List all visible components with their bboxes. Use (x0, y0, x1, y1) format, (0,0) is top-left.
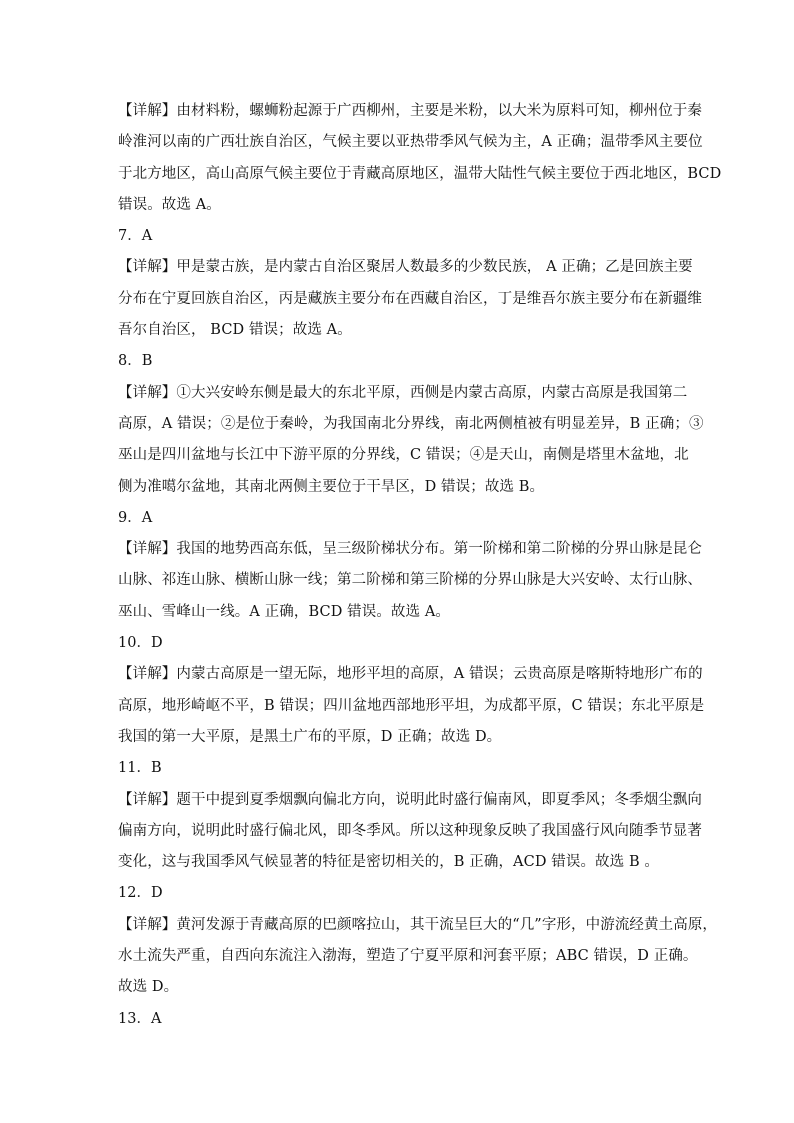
explanation-line: 高原，地形崎岖不平，B 错误；四川盆地西部地形平坦，为成都平原，C 错误；东北平原是 (118, 697, 705, 714)
explanation-paragraph (118, 659, 705, 753)
explanation-line: 错误。故选 A。 (118, 196, 221, 213)
explanation-line: 我国的第一大平原，是黑土广布的平原，D 正确；故选 D。 (118, 728, 502, 745)
answer-key: 10．D (118, 635, 163, 652)
explanation-line: 【详解】①大兴安岭东侧是最大的东北平原，西侧是内蒙古高原，内蒙古高原是我国第二 (118, 384, 688, 401)
explanation-line: 【详解】黄河发源于青藏高原的巴颜喀拉山，其干流呈巨大的“几”字形，中游流经黄土高原， (118, 916, 718, 933)
answer-document (118, 96, 722, 1035)
explanation-line: 侧为准噶尔盆地，其南北两侧主要位于干旱区，D 错误；故选 B。 (118, 478, 545, 495)
explanation-line: 岭淮河以南的广西壮族自治区，气候主要以亚热带季风气候为主，A 正确；温带季风主要位 (118, 134, 703, 151)
explanation-line: 【详解】由材料粉，螺蛳粉起源于广西柳州，主要是米粉，以大米为原料可知，柳州位于秦 (118, 103, 702, 119)
explanation-line: 于北方地区，高山高原气候主要位于青藏高原地区，温带大陆性气候主要位于西北地区，BCD (118, 165, 722, 182)
explanation-line: 【详解】甲是蒙古族，是内蒙古自治区聚居人数最多的少数民族， A 正确；乙是回族主要 (118, 259, 693, 276)
explanation-line: 巫山是四川盆地与长江中下游平原的分界线，C 错误；④是天山，南侧是塔里木盆地，北 (118, 447, 689, 464)
explanation-line: 分布在宁夏回族自治区，丙是藏族主要分布在西藏自治区，丁是维吾尔族主要分布在新疆维 (118, 290, 702, 307)
answer-key: 8．B (118, 353, 153, 370)
explanation-paragraph (118, 534, 702, 628)
explanation-line: 【详解】我国的地势西高东低，呈三级阶梯状分布。第一阶梯和第二阶梯的分界山脉是昆仑 (118, 541, 702, 558)
explanation-paragraph (118, 252, 702, 346)
explanation-line: 故选 D。 (118, 979, 179, 996)
explanation-line: 山脉、祁连山脉、横断山脉一线；第二阶梯和第三阶梯的分界山脉是大兴安岭、太行山脉、 (118, 572, 702, 589)
explanation-paragraph (118, 378, 704, 503)
explanation-line: 变化，这与我国季风气候显著的特征是密切相关的，B 正确，ACD 错误。故选 B 。 (118, 854, 660, 871)
explanation-line: 高原，A 错误；②是位于秦岭，为我国南北分界线，南北两侧植被有明显差异，B 正确；③ (118, 415, 704, 432)
explanation-paragraph (118, 785, 702, 879)
explanation-line: 偏南方向，说明此时盛行偏北风，即冬季风。所以这种现象反映了我国盛行风向随季节显著 (118, 822, 702, 839)
explanation-line: 吾尔自治区， BCD 错误；故选 A。 (118, 322, 352, 339)
answer-key: 11．B (118, 760, 162, 777)
explanation-line: 水土流失严重，自西向东流注入渤海，塑造了宁夏平原和河套平原；ABC 错误，D 正确。 (118, 948, 698, 965)
explanation-line: 【详解】内蒙古高原是一望无际，地形平坦的高原，A 错误；云贵高原是喀斯特地形广布的 (118, 666, 703, 683)
explanation-paragraph (118, 910, 718, 1004)
explanation-paragraph (118, 96, 722, 221)
explanation-line: 巫山、雪峰山一线。A 正确，BCD 错误。故选 A。 (118, 603, 451, 620)
answer-key: 7．A (118, 228, 153, 245)
explanation-line: 【详解】题干中提到夏季烟飘向偏北方向，说明此时盛行偏南风，即夏季风；冬季烟尘飘向 (118, 791, 702, 808)
answer-key: 9．A (118, 509, 153, 526)
answer-key: 13．A (118, 1010, 162, 1027)
answer-key: 12．D (118, 885, 163, 902)
